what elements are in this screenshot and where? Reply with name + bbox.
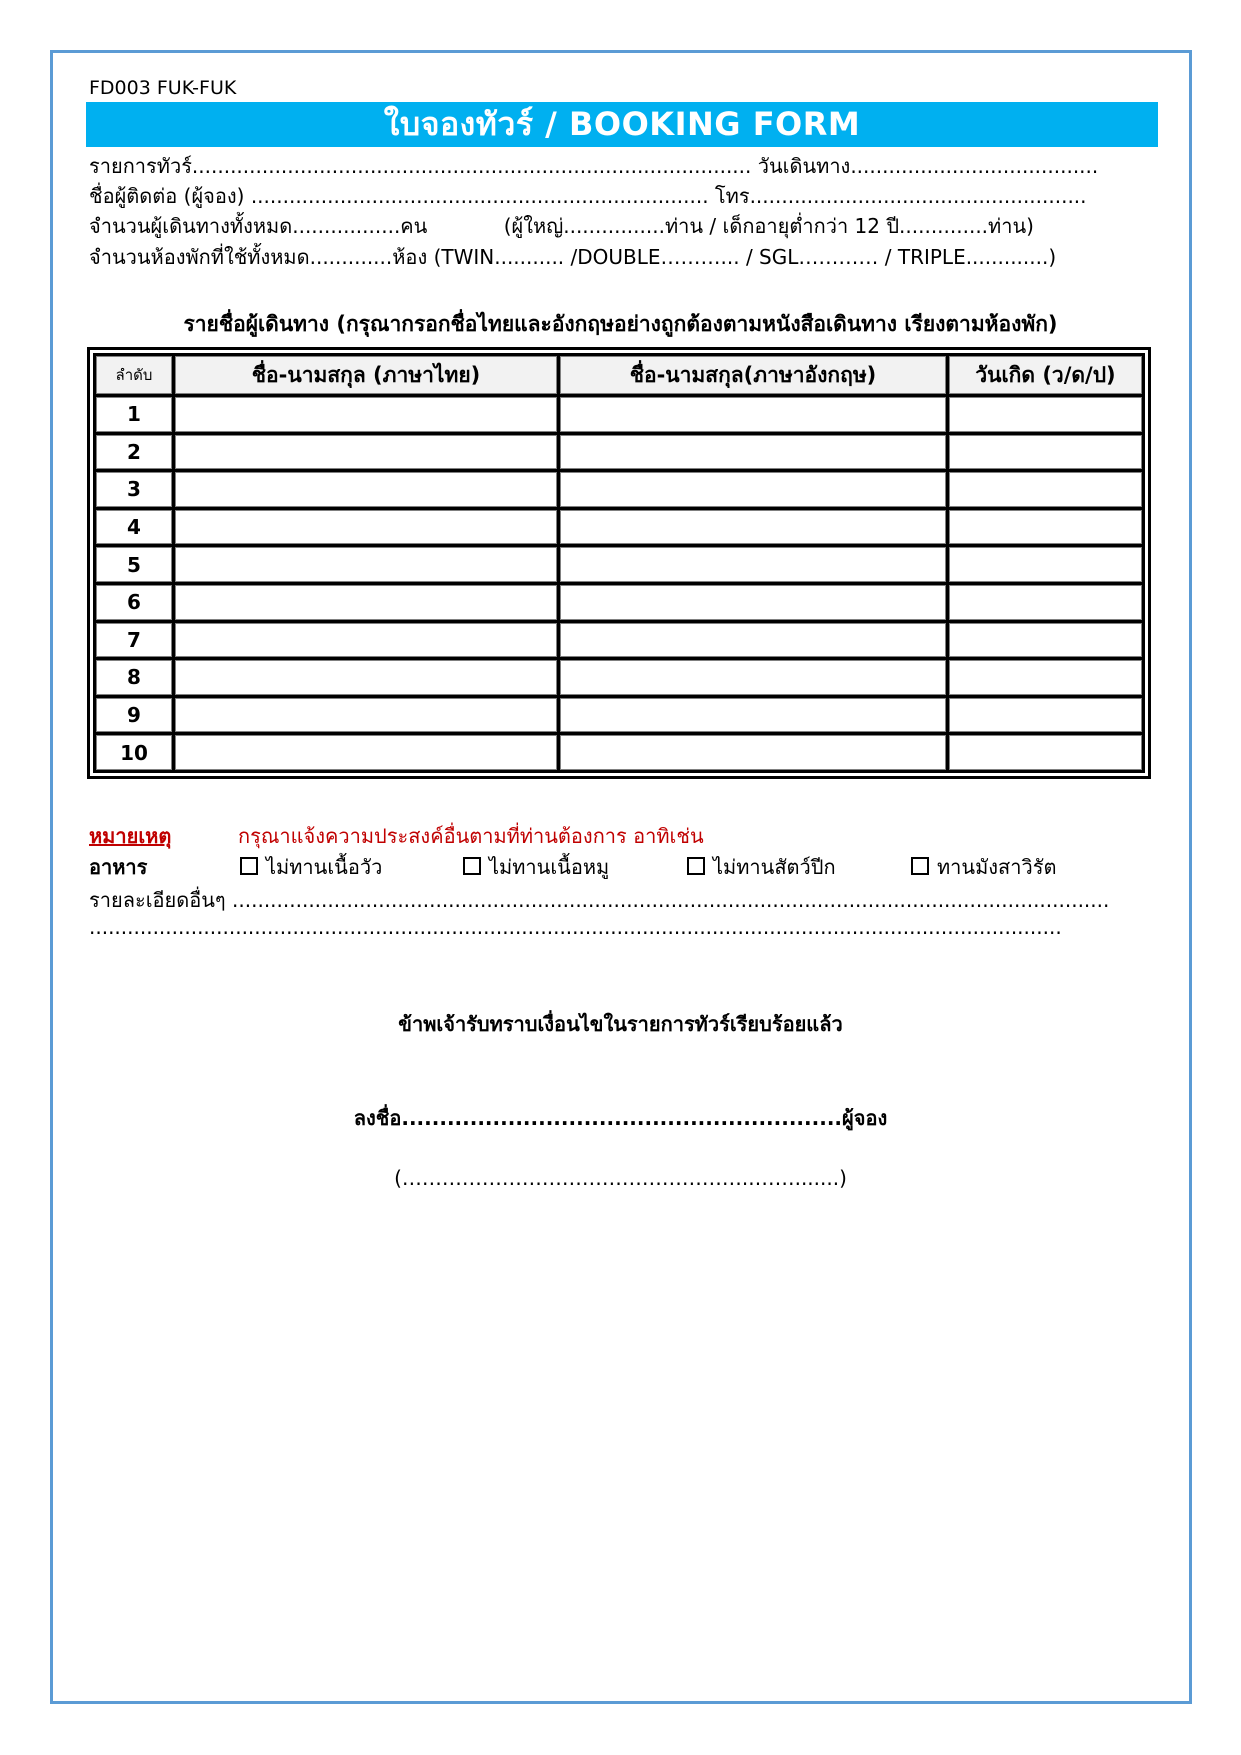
food-label: อาหาร [89, 855, 148, 879]
traveller-count-field[interactable] [89, 210, 1034, 242]
birthdate-cell[interactable] [949, 547, 1142, 582]
birthdate-cell[interactable] [949, 397, 1142, 432]
checkbox-icon[interactable] [240, 857, 258, 875]
column-header-birthdate: วันเกิด (ว/ด/ป) [949, 356, 1142, 394]
birthdate-cell[interactable] [949, 660, 1142, 695]
contact-phone-field[interactable]: ชื่อผู้ติดต่อ (ผู้จอง) ........................................................................ โทร..................................................... [89, 184, 1087, 208]
english-name-cell[interactable] [560, 472, 946, 507]
row-number: 3 [96, 472, 172, 507]
thai-name-cell[interactable] [175, 623, 557, 658]
thai-name-cell[interactable] [175, 435, 557, 470]
table-row [96, 435, 1142, 470]
row-number: 2 [96, 435, 172, 470]
table-row [96, 547, 1142, 582]
english-name-cell[interactable] [560, 660, 946, 695]
birthdate-cell[interactable] [949, 585, 1142, 620]
signature-field[interactable]: ลงชื่อ..........................................................ผู้จอง [353, 1106, 888, 1130]
english-name-cell[interactable] [560, 435, 946, 470]
food-option-no-beef[interactable]: ไม่ทานเนื้อวัว [240, 851, 382, 883]
table-row [96, 735, 1142, 770]
table-row [96, 585, 1142, 620]
checkbox-icon[interactable] [687, 857, 705, 875]
column-header-thai-name: ชื่อ-นามสกุล (ภาษาไทย) [175, 356, 557, 394]
row-number: 5 [96, 547, 172, 582]
table-row [96, 510, 1142, 545]
thai-name-cell[interactable] [175, 698, 557, 733]
row-number: 9 [96, 698, 172, 733]
note-label: หมายเหตุ [89, 824, 172, 848]
other-details-line-2[interactable]: ......................................................................................................................................................... [89, 915, 1062, 939]
birthdate-cell[interactable] [949, 435, 1142, 470]
thai-name-cell[interactable] [175, 510, 557, 545]
birthdate-cell[interactable] [949, 698, 1142, 733]
column-header-no: ลำดับ [96, 356, 172, 394]
thai-name-cell[interactable] [175, 660, 557, 695]
english-name-cell[interactable] [560, 735, 946, 770]
traveller-breakdown: (ผู้ใหญ่................ท่าน / เด็กอายุต่ำกว่า 12 ปี..............ท่าน) [503, 214, 1034, 238]
signature-name-field[interactable]: (……………………………………………..…….......) [394, 1166, 847, 1190]
english-name-cell[interactable] [560, 397, 946, 432]
thai-name-cell[interactable] [175, 472, 557, 507]
row-number: 7 [96, 623, 172, 658]
row-number: 10 [96, 735, 172, 770]
other-details-field[interactable]: รายละเอียดอื่นๆ .......................................................................................................................................... [89, 888, 1110, 912]
traveller-total: จำนวนผู้เดินทางทั้งหมด.................คน [89, 214, 428, 238]
passenger-section-title: รายชื่อผู้เดินทาง (กรุณากรอกชื่อไทยและอังกฤษอย่างถูกต้องตามหนังสือเดินทาง เรียงตามห้องพัก) [183, 312, 1058, 336]
checkbox-icon[interactable] [911, 857, 929, 875]
birthdate-cell[interactable] [949, 472, 1142, 507]
table-row [96, 472, 1142, 507]
english-name-cell[interactable] [560, 698, 946, 733]
english-name-cell[interactable] [560, 547, 946, 582]
row-number: 8 [96, 660, 172, 695]
english-name-cell[interactable] [560, 510, 946, 545]
birthdate-cell[interactable] [949, 623, 1142, 658]
tour-date-field[interactable]: รายการทัวร์........................................................................................ วันเดินทาง....................................... [89, 154, 1099, 178]
passenger-table [87, 347, 1151, 779]
thai-name-cell[interactable] [175, 585, 557, 620]
food-option-no-poultry[interactable]: ไม่ทานสัตว์ปีก [687, 851, 836, 883]
thai-name-cell[interactable] [175, 735, 557, 770]
table-header-row [96, 356, 1142, 394]
column-header-english-name: ชื่อ-นามสกุล(ภาษาอังกฤษ) [560, 356, 946, 394]
document-code: FD003 FUK-FUK [89, 77, 237, 99]
acknowledgement-text: ข้าพเจ้ารับทราบเงื่อนไขในรายการทัวร์เรียบร้อยแล้ว [398, 1012, 843, 1036]
table-row [96, 397, 1142, 432]
form-title: ใบจองทัวร์ / BOOKING FORM [86, 102, 1158, 147]
english-name-cell[interactable] [560, 585, 946, 620]
row-number: 4 [96, 510, 172, 545]
table-row [96, 623, 1142, 658]
food-option-no-pork[interactable]: ไม่ทานเนื้อหมู [463, 851, 609, 883]
birthdate-cell[interactable] [949, 510, 1142, 545]
table-row [96, 660, 1142, 695]
thai-name-cell[interactable] [175, 397, 557, 432]
row-number: 1 [96, 397, 172, 432]
english-name-cell[interactable] [560, 623, 946, 658]
note-text: กรุณาแจ้งความประสงค์อื่นตามที่ท่านต้องการ อาทิเช่น [238, 824, 704, 848]
row-number: 6 [96, 585, 172, 620]
food-option-vegetarian[interactable]: ทานมังสาวิรัต [911, 851, 1056, 883]
birthdate-cell[interactable] [949, 735, 1142, 770]
checkbox-icon[interactable] [463, 857, 481, 875]
thai-name-cell[interactable] [175, 547, 557, 582]
table-row [96, 698, 1142, 733]
room-count-field[interactable]: จำนวนห้องพักที่ใช้ทั้งหมด.............ห้อง (TWIN........... /DOUBLE………... / SGL………… / TRIPLE.............) [89, 245, 1057, 269]
